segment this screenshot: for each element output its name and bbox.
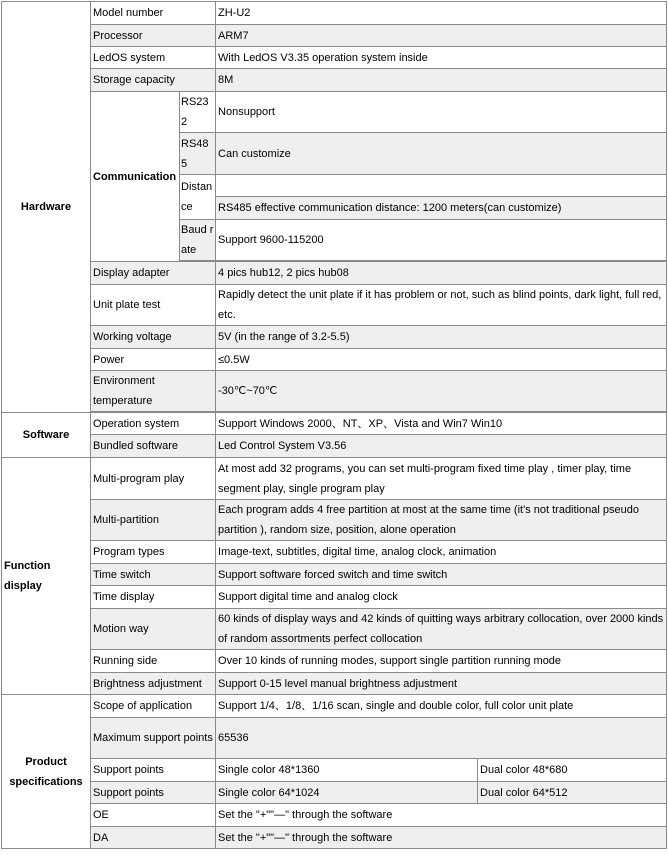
table-row bbox=[2, 782, 667, 804]
row-value: 4 pics hub12, 2 pics hub08 bbox=[216, 262, 667, 285]
row-label: Brightness adjustment bbox=[91, 673, 216, 695]
table-row bbox=[2, 609, 667, 650]
row-label: Bundled software bbox=[91, 435, 216, 458]
table-row bbox=[2, 25, 667, 47]
table-row bbox=[2, 650, 667, 673]
row-value: 60 kinds of display ways and 42 kinds of quitting ways arbitrary collocation, over 2000 kinds of random assortments perfect collocation bbox=[216, 609, 667, 650]
row-label: Time display bbox=[91, 586, 216, 609]
row-value: ZH-U2 bbox=[216, 2, 667, 25]
table-row bbox=[2, 804, 667, 827]
row-value: 8M bbox=[216, 69, 667, 92]
table-row bbox=[2, 673, 667, 695]
row-label: Power bbox=[91, 349, 216, 371]
table-row bbox=[2, 371, 667, 412]
sub-label-rs232: RS232 bbox=[180, 92, 216, 133]
row-label: Environment temperature bbox=[91, 371, 216, 412]
row-label: Multi-program play bbox=[91, 458, 216, 500]
row-label: Time switch bbox=[91, 564, 216, 586]
table-row bbox=[2, 413, 667, 435]
row-label: Storage capacity bbox=[91, 69, 216, 92]
spec-table bbox=[1, 1, 667, 849]
row-label: DA bbox=[91, 827, 216, 849]
table-row bbox=[2, 759, 667, 782]
table-row bbox=[2, 92, 667, 133]
row-label: Support points bbox=[91, 759, 216, 782]
table-row bbox=[2, 435, 667, 458]
row-label: OE bbox=[91, 804, 216, 827]
row-value: RS485 effective communication distance: 1200 meters(can customize) bbox=[216, 197, 667, 220]
row-label: Support points bbox=[91, 782, 216, 804]
row-value: With LedOS V3.35 operation system inside bbox=[216, 47, 667, 69]
table-row bbox=[2, 458, 667, 500]
row-value: Rapidly detect the unit plate if it has problem or not, such as blind points, dark light, full red, etc. bbox=[216, 285, 667, 326]
row-value: Support 1/4、1/8、1/16 scan, single and double color, full color unit plate bbox=[216, 695, 667, 718]
row-value: ≤0.5W bbox=[216, 349, 667, 371]
table-row bbox=[2, 500, 667, 541]
row-value: 5V (in the range of 3.2-5.5) bbox=[216, 326, 667, 349]
row-value: Support software forced switch and time switch bbox=[216, 564, 667, 586]
table-row bbox=[2, 326, 667, 349]
table-row bbox=[2, 262, 667, 285]
row-value: Support 0-15 level manual brightness adjustment bbox=[216, 673, 667, 695]
row-value: Set the "+""—" through the software bbox=[216, 804, 667, 827]
table-row bbox=[2, 827, 667, 849]
table-row bbox=[2, 695, 667, 718]
row-value: Support 9600-115200 bbox=[216, 220, 667, 261]
sub-label-rs485: RS485 bbox=[180, 133, 216, 175]
row-label: Model number bbox=[91, 2, 216, 25]
row-value-single: Single color 48*1360 bbox=[216, 759, 478, 782]
table-row bbox=[2, 47, 667, 69]
row-value: ARM7 bbox=[216, 25, 667, 47]
row-label: Unit plate test bbox=[91, 285, 216, 326]
table-row bbox=[2, 541, 667, 564]
row-label-communication: Communication bbox=[91, 92, 180, 262]
row-value: Set the "+""—" through the software bbox=[216, 827, 667, 849]
table-row bbox=[2, 349, 667, 371]
row-label: Scope of application bbox=[91, 695, 216, 718]
table-row bbox=[2, 564, 667, 586]
row-value bbox=[216, 175, 667, 197]
category-product-specifications: Product specifications bbox=[2, 695, 91, 849]
row-value-dual: Dual color 64*512 bbox=[478, 782, 667, 804]
row-label: Running side bbox=[91, 650, 216, 673]
row-value: 65536 bbox=[216, 718, 667, 759]
table-row bbox=[2, 285, 667, 326]
row-value: At most add 32 programs, you can set multi-program fixed time play , timer play, time segment play, single program play bbox=[216, 458, 667, 500]
row-value: Nonsupport bbox=[216, 92, 667, 133]
row-value: -30℃~70℃ bbox=[216, 371, 667, 412]
row-label: Multi-partition bbox=[91, 500, 216, 541]
table-row bbox=[2, 718, 667, 759]
row-value: Can customize bbox=[216, 133, 667, 175]
category-software: Software bbox=[2, 413, 91, 458]
row-value: Over 10 kinds of running modes, support single partition running mode bbox=[216, 650, 667, 673]
row-label: LedOS system bbox=[91, 47, 216, 69]
row-value: Image-text, subtitles, digital time, analog clock, animation bbox=[216, 541, 667, 564]
sub-label-baud: Baud rate bbox=[180, 220, 216, 261]
row-label: Maximum support points bbox=[91, 718, 216, 759]
row-label: Display adapter bbox=[91, 262, 216, 285]
row-value: Support digital time and analog clock bbox=[216, 586, 667, 609]
row-label: Processor bbox=[91, 25, 216, 47]
row-label: Operation system bbox=[91, 413, 216, 435]
row-label: Motion way bbox=[91, 609, 216, 650]
table-row bbox=[2, 586, 667, 609]
table-row bbox=[2, 2, 667, 25]
sub-label-distance: Distance bbox=[180, 175, 216, 220]
table-row bbox=[2, 69, 667, 92]
row-value-single: Single color 64*1024 bbox=[216, 782, 478, 804]
row-label: Working voltage bbox=[91, 326, 216, 349]
row-value: Each program adds 4 free partition at most at the same time (it's not traditional pseudo partition ), random size, position, alone operation bbox=[216, 500, 667, 541]
category-function-display: Function display bbox=[2, 458, 91, 695]
row-label: Program types bbox=[91, 541, 216, 564]
category-hardware: Hardware bbox=[2, 2, 91, 413]
row-value: Support Windows 2000、NT、XP、Vista and Win7 Win10 bbox=[216, 413, 667, 435]
row-value-dual: Dual color 48*680 bbox=[478, 759, 667, 782]
row-value: Led Control System V3.56 bbox=[216, 435, 667, 458]
